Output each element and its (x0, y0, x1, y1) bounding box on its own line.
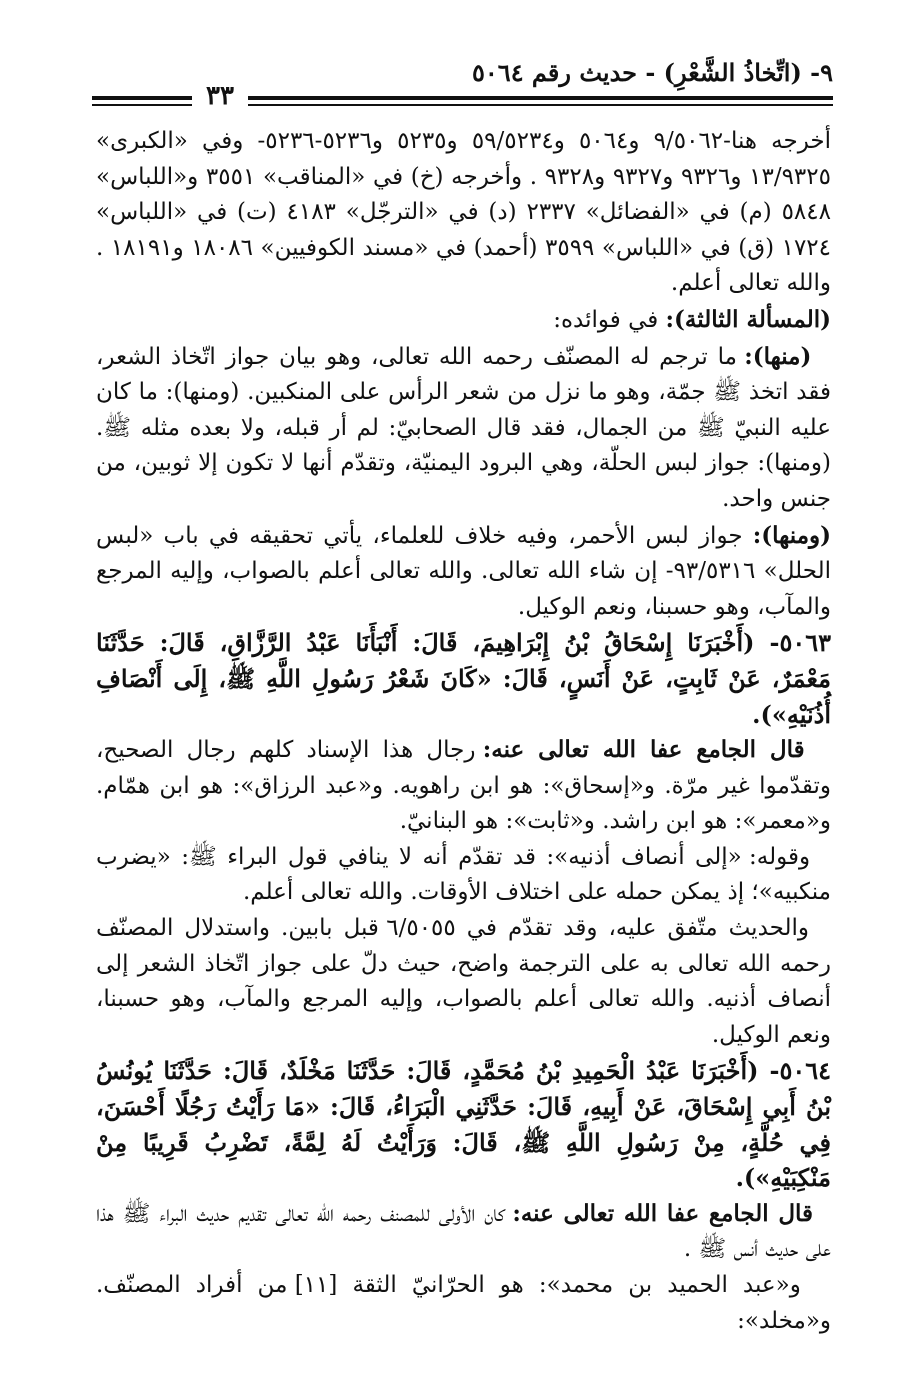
page-number: ٣٣ (192, 82, 248, 110)
paragraph: والحديث متّفق عليه، وقد تقدّم في ٦/٥٠٥٥ قبل بابين. واستدلال المصنّف رحمه الله تعالى به على الترجمة واضح، حيث دلّ على جواز اتّخاذ الشعر إلى أنصاف أذنيه. والله تعالى أعلم بالصواب، وإليه المرجع والمآب، وهو حسبنا، ونعم الوكيل. (96, 915, 831, 1048)
paragraph: (ومنها): جواز لبس الأحمر، وفيه خلاف للعلماء، يأتي تحقيقه في باب «لبس الحلل» ٩٣/٥٣١٦- إن شاء الله تعالى. والله تعالى أعلم بالصواب، وإليه المرجع والمآب، وهو حسبنا، ونعم الوكيل. (96, 521, 831, 620)
paragraph: أخرجه هنا-٩/٥٠٦٢ و٥٠٦٤ و٥٩/٥٢٣٤ و٥٢٣٥ و٥٢٣٦-٥٢٣٦- وفي «الكبرى» ١٣/٩٣٢٥ و٩٣٢٦ و٩٣٢٧ و٩٣٢٨ . وأخرجه (خ) في «المناقب» ٣٥٥١ و«اللباس» ٥٨٤٨ (م) في «الفضائل» ٢٣٣٧ (د) في «الترجّل» ٤١٨٣ (ت) في «اللباس» ١٧٢٤ (ق) في «اللباس» ٣٥٩٩ (أحمد) في «مسند الكوفيين» ١٨٠٨٦ و١٨١٩١ . والله تعالى أعلم. (96, 128, 832, 297)
paragraph: قال الجامع عفا الله تعالى عنه: كان الأولى للمصنف رحمه الله تعالى تقديم حديث البراء ﷺ هذا على حديث أنس ﷺ . (96, 1199, 831, 1263)
paragraph: (منها): ما ترجم له المصنّف رحمه الله تعالى، وهو بيان جواز اتّخاذ الشعر، فقد اتخذ ﷺ جمّة، وهو ما نزل من شعر الرأس على المنكبين. (ومنها): ما كان عليه النبيّ ﷺ من الجمال، فقد قال الصحابيّ: لم أر قبله، ولا بعده مثله ﷺ. (ومنها): جواز لبس الحلّة، وهي البرود اليمنيّة، وتقدّم أنها لا تكون إلا ثوبين، من جنس واحد. (96, 342, 831, 512)
paragraph: قال الجامع عفا الله تعالى عنه: رجال هذا الإسناد كلهم رجال الصحيح، وتقدّموا غير مرّة. و«إسحاق»: هو ابن راهويه. و«عبد الرزاق»: هو ابن همّام. و«معمر»: هو ابن راشد. و«ثابت»: هو البنانيّ. (96, 736, 831, 835)
body-text (96, 124, 831, 1339)
paragraph: (المسألة الثالثة): في فوائده: (553, 305, 831, 333)
hadith-text: ٥٠٦٤- (أَخْبَرَنَا عَبْدُ الْحَمِيدِ بْنُ مُحَمَّدٍ، قَالَ: حَدَّثَنَا مَخْلَدٌ، قَالَ: حَدَّثَنَا يُونُسُ بْنُ أَبِي إِسْحَاقَ، عَنْ أَبِيهِ، قَالَ: حَدَّثَنِي الْبَرَاءُ، قَالَ: «مَا رَأَيْتُ رَجُلًا أَحْسَنَ، فِي حُلَّةٍ، مِنْ رَسُولِ اللَّهِ ﷺ، قَالَ: وَرَأَيْتُ لَهُ لِمَّةً، تَضْرِبُ قَرِيبًا مِنْ مَنْكِبَيْهِ»). (96, 1056, 831, 1193)
page-header (92, 52, 833, 112)
running-title: ٩- (اتِّخاذُ الشَّعْرِ) - حديث رقم ٥٠٦٤ (472, 58, 833, 87)
paragraph: وقوله: «إلى أنصاف أذنيه»: قد تقدّم أنه لا ينافي قول البراء ﷺ: «يضرب منكبيه»؛ إذ يمكن حمله على اختلاف الأوقات. والله تعالى أعلم. (96, 843, 831, 906)
paragraph: و«عبد الحميد بن محمد»: هو الحرّانيّ الثقة [١١] من أفراد المصنّف. و«مخلد»: (96, 1272, 831, 1334)
hadith-text: ٥٠٦٣- (أَخْبَرَنَا إِسْحَاقُ بْنُ إِبْرَاهِيمَ، قَالَ: أَنْبَأَنَا عَبْدُ الرَّزَّاقِ، قَالَ: حَدَّثَنَا مَعْمَرٌ، عَنْ ثَابِتٍ، عَنْ أَنَسٍ، قَالَ: «كَانَ شَعْرُ رَسُولِ اللَّهِ ﷺ، إِلَى أَنْصَافِ أُذُنَيْهِ»). (96, 628, 831, 729)
